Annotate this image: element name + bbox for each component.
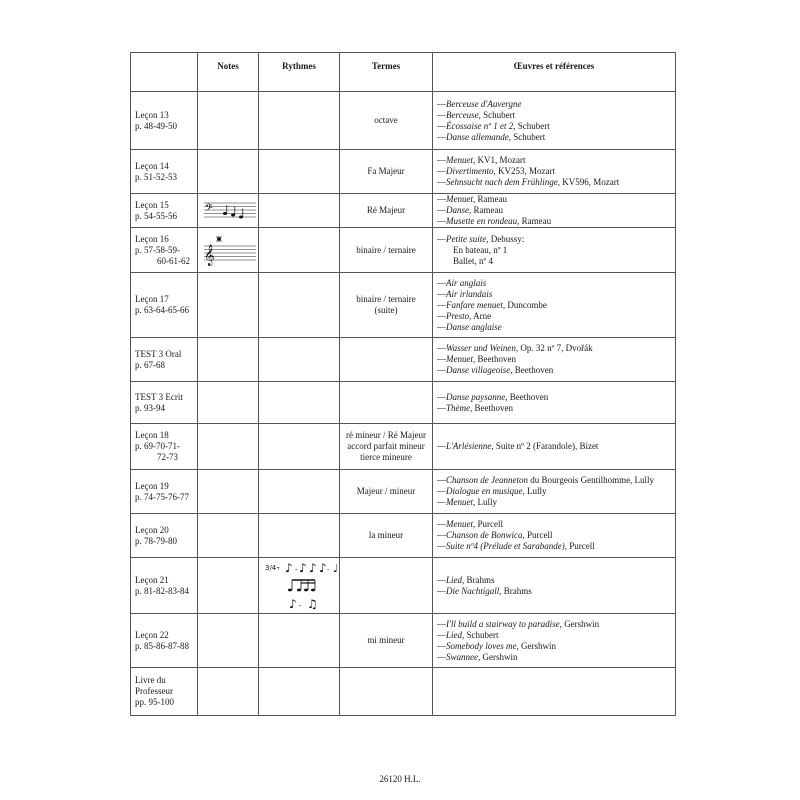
- terms-line: tierce mineure: [360, 452, 412, 462]
- work-detail: Purcell: [524, 530, 553, 540]
- work-dash: —: [437, 640, 446, 651]
- lesson-cell: [131, 382, 198, 424]
- work-title: Chanson de Jeanneton: [446, 475, 528, 485]
- work-title: Presto,: [446, 310, 472, 321]
- terms-line: binaire / ternaire: [356, 294, 416, 304]
- lesson-line: p. 69-70-71-: [135, 441, 180, 451]
- work-title: Danse paysanne,: [446, 391, 508, 402]
- svg-text:♪: ♪: [285, 560, 293, 575]
- work-dash: —: [437, 354, 446, 364]
- work-title: Dialogue en musique,: [446, 486, 525, 496]
- lesson-line: TEST 3 Oral: [135, 348, 182, 359]
- header-terms: Termes: [340, 53, 433, 92]
- work-title: Danse,: [446, 205, 472, 215]
- table-row: [131, 150, 676, 194]
- terms-cell: [340, 382, 433, 424]
- work-dash: —: [437, 475, 446, 485]
- notes-cell: [198, 424, 259, 470]
- lesson-cell: [131, 558, 198, 614]
- svg-text:-: -: [327, 565, 330, 574]
- lesson-line: Leçon 20: [135, 524, 169, 535]
- work-reference: [437, 354, 671, 365]
- lesson-line: Leçon 15: [135, 199, 169, 210]
- work-reference: [437, 300, 671, 311]
- work-reference: [437, 630, 671, 641]
- lesson-line: Leçon 18: [135, 430, 169, 440]
- work-title: Menuet,: [446, 519, 476, 529]
- header-row: [131, 53, 676, 92]
- work-dash: —: [437, 402, 446, 413]
- work-reference: [437, 575, 671, 586]
- work-reference: [437, 110, 671, 121]
- lesson-line: pp. 95-100: [135, 697, 174, 707]
- works-cell: [433, 338, 676, 382]
- terms-line: mi mineur: [367, 635, 405, 645]
- rhythms-cell: [259, 470, 340, 514]
- terms-line: octave: [374, 115, 398, 125]
- work-title: Fanfare menuet,: [446, 299, 506, 310]
- notes-cell: [198, 558, 259, 614]
- work-dash: —: [437, 530, 446, 540]
- lesson-cell: [131, 424, 198, 470]
- works-cell: [433, 470, 676, 514]
- svg-text:♫: ♫: [307, 596, 318, 611]
- work-dash: —: [437, 288, 446, 299]
- work-title: Menuet,: [446, 497, 476, 507]
- rhythms-cell: [259, 668, 340, 716]
- lesson-line: Leçon 19: [135, 480, 169, 491]
- work-title: Menuet,: [446, 194, 476, 204]
- lesson-line: p. 85-86-87-88: [135, 640, 189, 651]
- work-reference: [437, 132, 671, 143]
- work-detail: Debussy:: [488, 233, 525, 244]
- work-detail: KV596, Mozart: [559, 177, 620, 187]
- work-dash: —: [437, 120, 446, 131]
- lesson-line: p. 78-79-80: [135, 535, 177, 546]
- work-reference: [437, 652, 671, 663]
- lesson-cell: [131, 470, 198, 514]
- work-reference: [437, 155, 671, 166]
- table-row: [131, 382, 676, 424]
- notes-cell: [198, 194, 259, 228]
- lesson-line: Leçon 17: [135, 294, 169, 304]
- work-title: Menuet,: [446, 354, 476, 364]
- work-detail: Gershwin: [518, 640, 556, 651]
- work-reference: [437, 343, 671, 354]
- page-footer: 26120 H.L.: [379, 774, 421, 784]
- header-rhythms: Rythmes: [259, 53, 340, 92]
- lesson-line: TEST 3 Ecrit: [135, 391, 183, 402]
- work-detail: Lully: [524, 486, 547, 496]
- lesson-line: Leçon 22: [135, 629, 169, 640]
- work-reference: [437, 194, 671, 205]
- works-cell: [433, 273, 676, 338]
- lesson-line: Leçon 14: [135, 160, 169, 171]
- notes-cell: [198, 150, 259, 194]
- work-dash: —: [437, 109, 446, 120]
- work-reference: [437, 365, 671, 376]
- table-row: [131, 668, 676, 716]
- lesson-line: Livre du: [135, 675, 166, 685]
- work-dash: —: [437, 391, 446, 402]
- rhythms-cell: [259, 424, 340, 470]
- lesson-line: p. 51-52-53: [135, 171, 177, 182]
- lesson-line: p. 57-58-59-: [135, 244, 180, 255]
- notes-cell: [198, 668, 259, 716]
- work-reference: [437, 216, 671, 227]
- svg-text:𝄞: 𝄞: [204, 245, 215, 266]
- terms-cell: [340, 338, 433, 382]
- terms-cell: [340, 470, 433, 514]
- work-title: Suite nº4 (Prélude et Sarabande),: [446, 541, 568, 551]
- work-detail: Rameau: [519, 216, 552, 226]
- notes-cell: [198, 92, 259, 150]
- work-title: Somebody loves me,: [446, 640, 519, 651]
- work-reference: [437, 289, 671, 300]
- svg-text:♪: ♪: [309, 560, 317, 575]
- work-dash: —: [437, 166, 446, 176]
- svg-text:♪: ♪: [289, 596, 297, 611]
- work-detail: Arne: [471, 310, 492, 321]
- work-dash: —: [437, 205, 446, 215]
- work-reference: [437, 311, 671, 322]
- terms-cell: [340, 668, 433, 716]
- terms-cell: [340, 92, 433, 150]
- terms-line: (suite): [374, 305, 398, 315]
- work-detail: Suite nº 2 (Farandole), Bizet: [493, 441, 599, 451]
- work-dash: —: [437, 574, 446, 585]
- works-cell: [433, 558, 676, 614]
- work-title: Swannee,: [446, 651, 481, 662]
- work-title: Danse villageoise,: [446, 365, 513, 375]
- rhythms-cell: [259, 514, 340, 558]
- lesson-cell: [131, 338, 198, 382]
- work-title: Wasser und Weinen,: [446, 343, 519, 353]
- work-title: I'll build a stairway to paradise,: [446, 618, 562, 629]
- work-title: Écossaise nº 1 et 2,: [446, 120, 516, 131]
- work-dash: —: [437, 216, 446, 226]
- lesson-cell: [131, 150, 198, 194]
- table-row: [131, 558, 676, 614]
- svg-text:𝄾: 𝄾: [277, 563, 280, 575]
- svg-text:♩: ♩: [333, 561, 339, 575]
- svg-text:♪: ♪: [319, 560, 327, 575]
- work-dash: —: [437, 629, 446, 640]
- work-detail: Beethoven: [472, 402, 513, 413]
- lesson-cell: [131, 92, 198, 150]
- table-row: [131, 228, 676, 273]
- work-reference: [437, 441, 671, 452]
- table-row: [131, 194, 676, 228]
- work-reference: [437, 519, 671, 530]
- treble-clef-staff-note-icon: [202, 234, 256, 266]
- terms-line: Majeur / mineur: [356, 486, 416, 496]
- work-title: Berceuse d'Auvergne: [446, 98, 522, 109]
- svg-text:-: -: [295, 565, 298, 574]
- work-detail: Rameau: [471, 205, 503, 215]
- work-title: Menuet,: [446, 155, 476, 165]
- work-dash: —: [437, 194, 446, 204]
- work-reference: [437, 245, 671, 256]
- rhythms-cell: [259, 228, 340, 273]
- work-detail: KV253, Mozart: [495, 166, 555, 176]
- work-dash: —: [437, 441, 446, 451]
- svg-text:-: -: [299, 601, 302, 610]
- work-reference: [437, 619, 671, 630]
- work-reference: [437, 121, 671, 132]
- work-reference: [437, 497, 671, 508]
- work-reference: [437, 234, 671, 245]
- work-detail: Ballet, nº 4: [453, 255, 494, 266]
- terms-cell: [340, 273, 433, 338]
- work-title: Berceuse,: [446, 109, 481, 120]
- lesson-table: [130, 52, 676, 716]
- header-notes: Notes: [198, 53, 259, 92]
- work-reference: [437, 530, 671, 541]
- rhythms-cell: [259, 382, 340, 424]
- work-reference: [437, 322, 671, 333]
- work-title: Danse allemande,: [446, 131, 511, 142]
- work-dash: —: [437, 585, 446, 596]
- work-title: Air irlandais: [446, 288, 493, 299]
- lesson-cell: [131, 614, 198, 668]
- terms-line: ré mineur / Ré Majeur: [346, 430, 426, 440]
- lesson-line: p. 74-75-76-77: [135, 491, 189, 502]
- works-cell: [433, 514, 676, 558]
- lesson-line: Leçon 13: [135, 109, 169, 120]
- work-dash: —: [437, 155, 446, 165]
- work-reference: [437, 586, 671, 597]
- table-body: [131, 92, 676, 716]
- rhythms-cell: [259, 614, 340, 668]
- notes-cell: [198, 228, 259, 273]
- table-row: [131, 273, 676, 338]
- notes-cell: [198, 382, 259, 424]
- terms-line: Ré Majeur: [366, 205, 406, 215]
- lesson-line: p. 67-68: [135, 359, 165, 370]
- notes-cell: [198, 514, 259, 558]
- work-dash: —: [437, 541, 446, 551]
- work-title: Danse anglaise: [446, 321, 502, 332]
- works-cell: [433, 614, 676, 668]
- work-title: Thème,: [446, 402, 473, 413]
- works-cell: [433, 228, 676, 273]
- terms-cell: [340, 194, 433, 228]
- bass-clef-staff-notes-icon: [202, 201, 256, 221]
- work-title: Divertimento,: [446, 166, 496, 176]
- work-detail: Schubert: [511, 131, 546, 142]
- work-dash: —: [437, 277, 446, 288]
- works-cell: [433, 382, 676, 424]
- rhythm-notation-icon: [263, 560, 341, 612]
- work-reference: [437, 177, 671, 188]
- work-dash: —: [437, 651, 446, 662]
- lesson-line: p. 54-55-56: [135, 210, 177, 221]
- work-reference: [437, 641, 671, 652]
- svg-text:3/4: 3/4: [265, 563, 277, 572]
- work-dash: —: [437, 365, 446, 375]
- work-detail: KV1, Mozart: [475, 155, 526, 165]
- work-detail: En bateau, nº 1: [453, 244, 508, 255]
- work-title: Petite suite,: [446, 233, 489, 244]
- lesson-line: 72-73: [157, 452, 178, 462]
- notes-cell: [198, 273, 259, 338]
- header-works: Œuvres et références: [433, 53, 676, 92]
- work-reference: [437, 99, 671, 110]
- work-dash: —: [437, 233, 446, 244]
- works-cell: [433, 150, 676, 194]
- lesson-cell: [131, 273, 198, 338]
- work-detail: Schubert: [464, 629, 499, 640]
- work-detail: du Bourgeois Gentilhomme, Lully: [527, 475, 655, 485]
- svg-text:𝄢: 𝄢: [205, 201, 213, 216]
- work-dash: —: [437, 299, 446, 310]
- work-reference: [437, 166, 671, 177]
- lesson-line: Leçon 21: [135, 574, 169, 585]
- header-lesson: [131, 53, 198, 92]
- rhythms-cell: [259, 150, 340, 194]
- work-reference: [437, 475, 671, 486]
- work-dash: —: [437, 519, 446, 529]
- works-cell: [433, 424, 676, 470]
- table-row: [131, 92, 676, 150]
- table-row: [131, 338, 676, 382]
- terms-cell: [340, 514, 433, 558]
- work-detail: Rameau: [475, 194, 507, 204]
- table-row: [131, 470, 676, 514]
- terms-line: Fa Majeur: [367, 166, 405, 176]
- table-row: [131, 424, 676, 470]
- work-title: Chanson de Bonwica,: [446, 530, 525, 540]
- work-title: Musette en rondeau,: [446, 216, 520, 226]
- lesson-line: Leçon 16: [135, 233, 169, 244]
- rhythms-cell: [259, 92, 340, 150]
- rhythms-cell: [259, 338, 340, 382]
- rhythms-cell: [259, 558, 340, 614]
- work-reference: [437, 278, 671, 289]
- work-detail: Gershwin: [480, 651, 518, 662]
- work-reference: [437, 205, 671, 216]
- work-dash: —: [437, 486, 446, 496]
- work-detail: Purcell: [475, 519, 503, 529]
- work-title: Die Nachtigall,: [446, 585, 502, 596]
- work-reference: [437, 392, 671, 403]
- work-detail: Schubert: [480, 109, 516, 120]
- work-dash: —: [437, 177, 446, 187]
- work-dash: —: [437, 618, 446, 629]
- work-dash: —: [437, 321, 446, 332]
- work-title: L'Arlésienne,: [446, 441, 494, 451]
- terms-line: binaire / ternaire: [356, 244, 416, 255]
- notes-cell: [198, 338, 259, 382]
- work-detail: Lully: [475, 497, 497, 507]
- lesson-cell: [131, 514, 198, 558]
- terms-line: accord parfait mineur: [347, 441, 425, 451]
- work-title: Lied,: [446, 574, 465, 585]
- lesson-line: Professeur: [135, 686, 173, 696]
- table-row: [131, 614, 676, 668]
- works-cell: [433, 194, 676, 228]
- lesson-line: p. 81-82-83-84: [135, 585, 189, 596]
- lesson-cell: [131, 228, 198, 273]
- work-detail: Brahms: [501, 585, 532, 596]
- notes-cell: [198, 470, 259, 514]
- terms-cell: [340, 558, 433, 614]
- lesson-line: p. 93-94: [135, 402, 165, 413]
- work-title: Lied,: [446, 629, 465, 640]
- work-detail: Brahms: [464, 574, 495, 585]
- work-detail: Gershwin: [561, 618, 600, 629]
- work-detail: Purcell: [567, 541, 595, 551]
- work-title: Sehnsucht nach dem Frühlinge,: [446, 177, 560, 187]
- svg-text:♪: ♪: [299, 560, 307, 575]
- terms-cell: [340, 228, 433, 273]
- terms-cell: [340, 150, 433, 194]
- lesson-line: p. 48-49-50: [135, 120, 177, 131]
- lesson-line: p. 63-64-65-66: [135, 305, 189, 315]
- work-reference: [437, 256, 671, 267]
- works-cell: [433, 92, 676, 150]
- work-detail: Duncombe: [505, 299, 547, 310]
- work-title: Air anglais: [446, 277, 487, 288]
- work-detail: Beethoven: [507, 391, 549, 402]
- notes-cell: [198, 614, 259, 668]
- work-reference: [437, 486, 671, 497]
- lesson-cell: [131, 194, 198, 228]
- work-detail: Beethoven: [512, 365, 554, 375]
- work-reference: [437, 403, 671, 414]
- table-row: [131, 514, 676, 558]
- terms-cell: [340, 424, 433, 470]
- work-detail: Op. 32 nº 7, Dvořák: [518, 343, 593, 353]
- work-dash: —: [437, 310, 446, 321]
- terms-cell: [340, 614, 433, 668]
- rhythms-cell: [259, 273, 340, 338]
- work-reference: [437, 541, 671, 552]
- work-detail: Beethoven: [475, 354, 516, 364]
- work-detail: Schubert: [515, 120, 550, 131]
- lesson-cell: [131, 668, 198, 716]
- lesson-line: 60-61-62: [157, 255, 190, 266]
- work-dash: —: [437, 98, 446, 109]
- terms-line: la mineur: [368, 530, 404, 540]
- work-dash: —: [437, 497, 446, 507]
- work-dash: —: [437, 343, 446, 353]
- rhythms-cell: [259, 194, 340, 228]
- works-cell: [433, 668, 676, 716]
- work-dash: —: [437, 131, 446, 142]
